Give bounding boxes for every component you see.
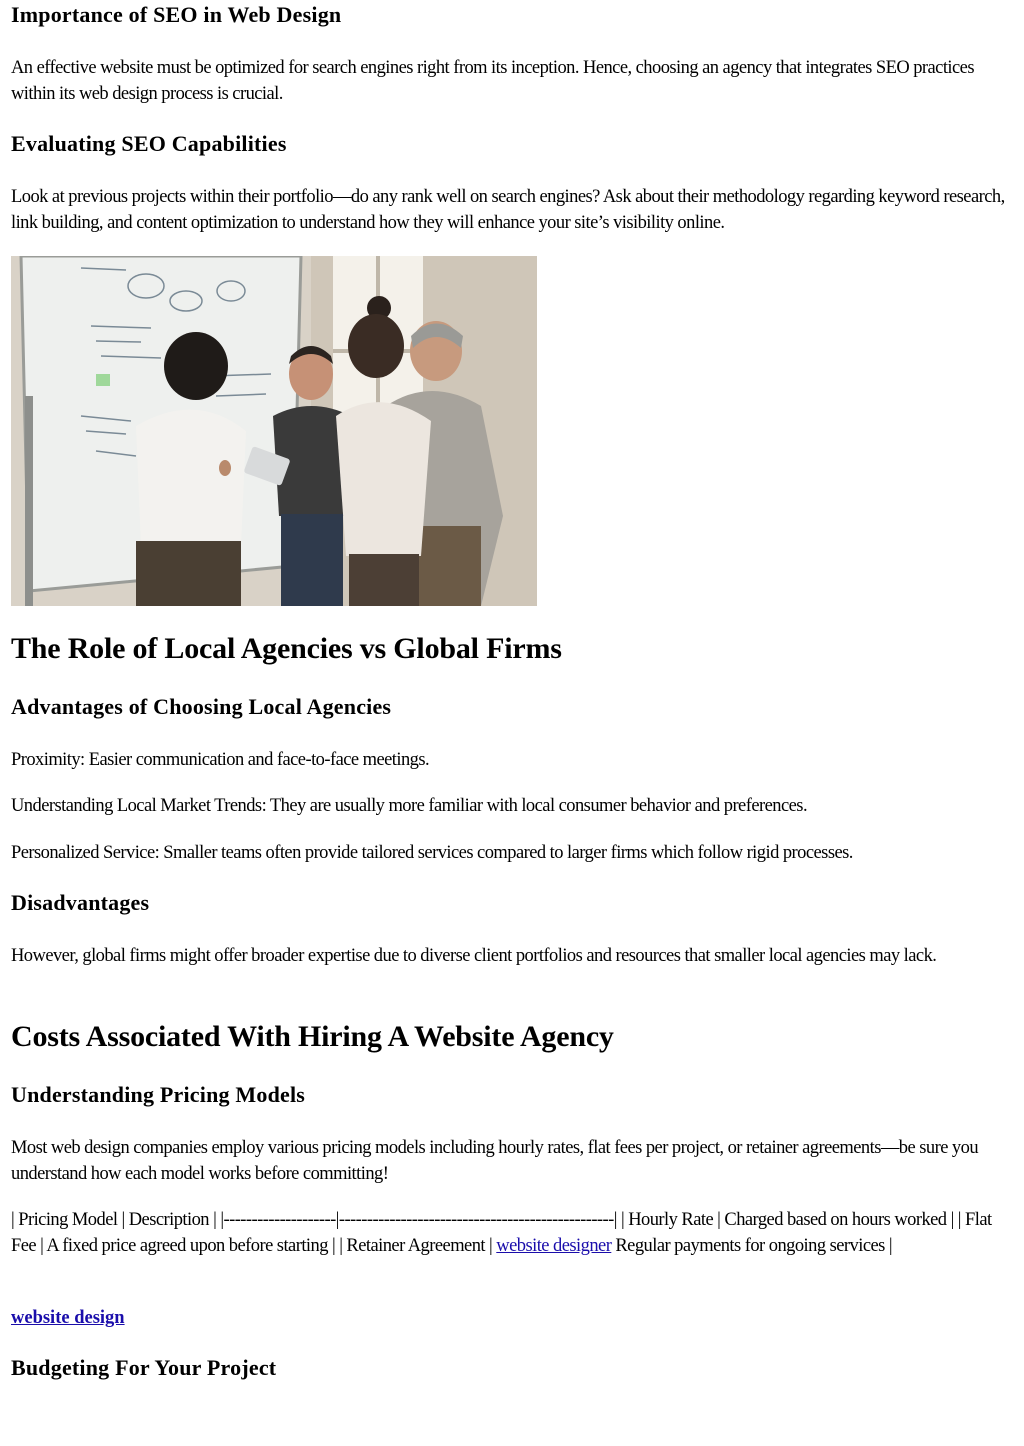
paragraph-market-trends: Understanding Local Market Trends: They are usually more familiar with local consumer behavior and preferences. [11,796,808,816]
heading-pricing-models: Understanding Pricing Models [11,1082,306,1107]
pricing-table-text [11,1207,1015,1259]
heading-local-vs-global: The Role of Local Agencies vs Global Firms [11,632,562,665]
heading-disadvantages: Disadvantages [11,890,150,915]
paragraph-seo-capabilities: Look at previous projects within their portfolio—do any rank well on search engines? Ask about their methodology regarding keyword research, link building, and content optimization to understand how they will enhance your site’s visibility online. [11,187,1005,233]
pricing-table-text-after: Regular payments for ongoing services | [611,1236,893,1256]
heading-budgeting: Budgeting For Your Project [11,1355,277,1380]
heading-costs: Costs Associated With Hiring A Website Agency [11,1020,614,1053]
paragraph-disadvantages: However, global firms might offer broader expertise due to diverse client portfolios and resources that smaller local agencies may lack. [11,946,937,966]
paragraph-pricing-models: Most web design companies employ various pricing models including hourly rates, flat fees per project, or retainer agreements—be sure you understand how each model works before committing! [11,1138,979,1184]
heading-seo-importance: Importance of SEO in Web Design [11,2,342,27]
pricing-table-text-before: | Pricing Model | Description | |--------------------|-------------------------------------------------| | Hourly Rate | Charged based on hours worked | | Flat Fee | A fixed price agreed upon before starting | | Retainer Agreement | [11,1210,992,1256]
team-meeting-photo [11,256,537,606]
heading-local-advantages: Advantages of Choosing Local Agencies [11,694,392,719]
paragraph-seo-importance: An effective website must be optimized for search engines right from its inception. Hence, choosing an agency that integrates SEO practices within its web design process is crucial. [11,58,974,104]
website-designer-link[interactable]: website designer [496,1236,612,1256]
paragraph-personalized-service: Personalized Service: Smaller teams often provide tailored services compared to larger firms which follow rigid processes. [11,843,853,863]
heading-seo-capabilities: Evaluating SEO Capabilities [11,131,287,156]
standalone-link-paragraph [11,1305,1015,1331]
website-design-link[interactable]: website design [11,1308,125,1328]
paragraph-proximity: Proximity: Easier communication and face-to-face meetings. [11,750,430,770]
